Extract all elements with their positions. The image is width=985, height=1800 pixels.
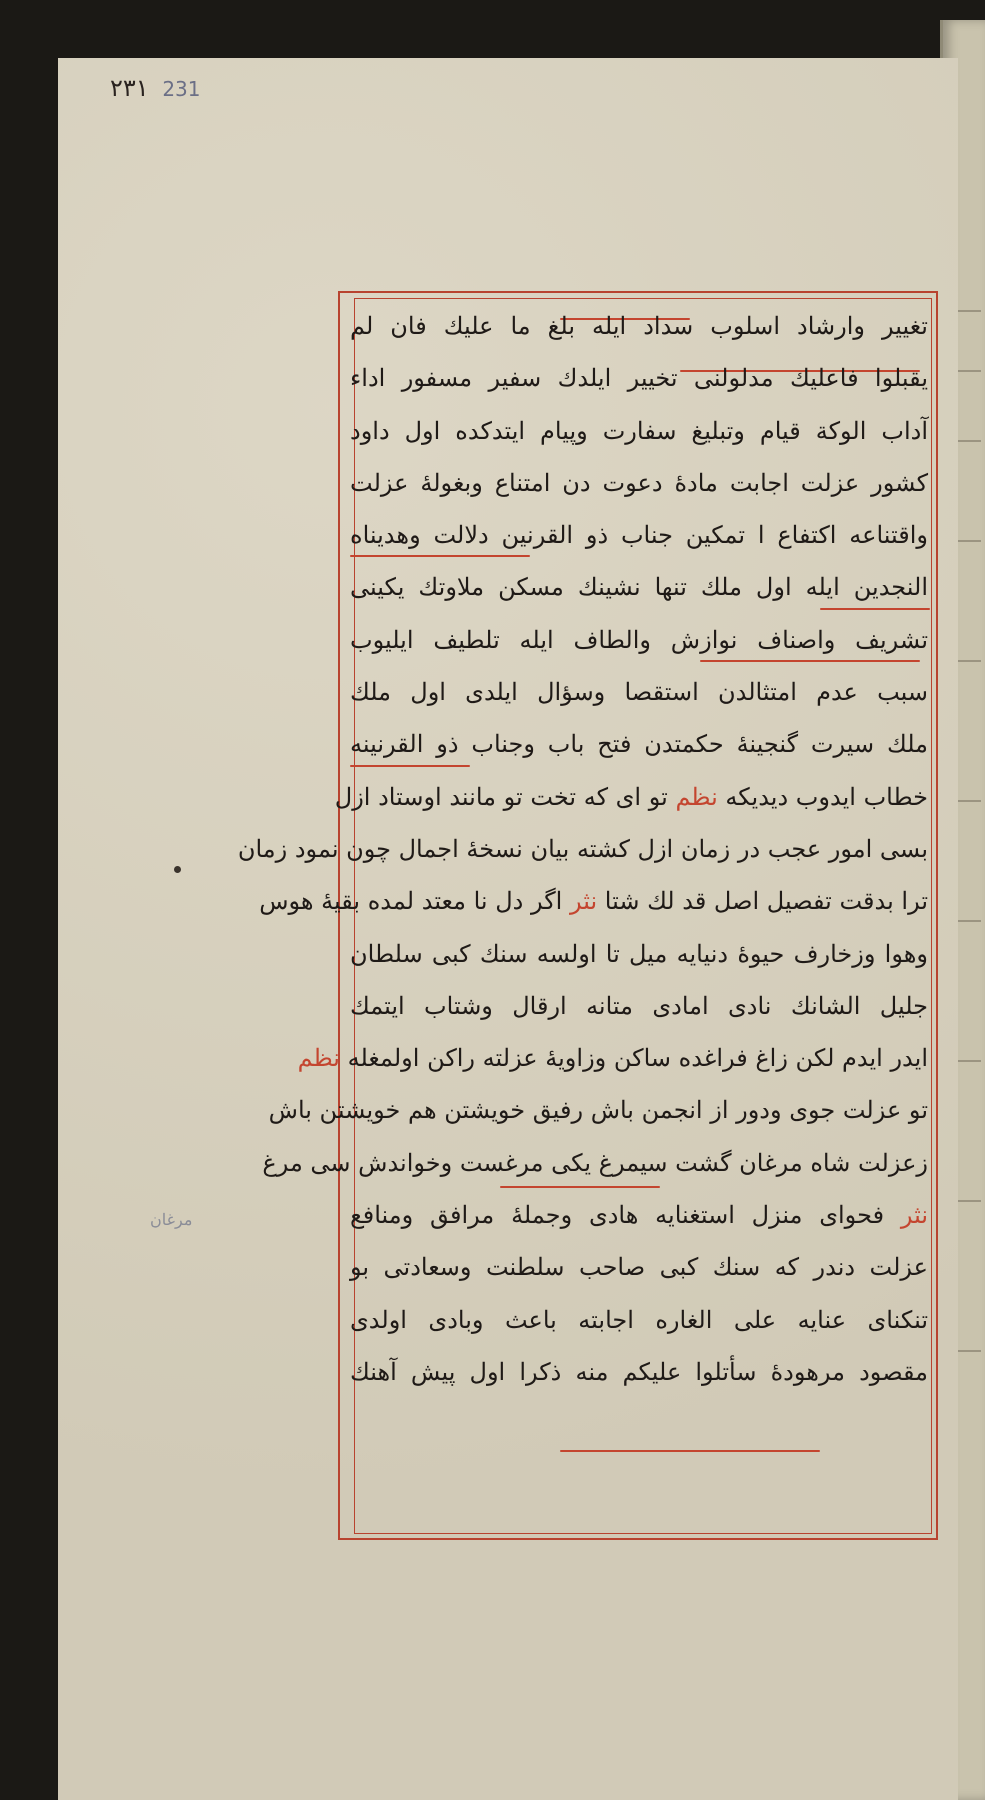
text-line: كشور عزلت اجابت مادۀ دعوت دن امتناع وبغولۀ عزلت [350, 468, 928, 497]
rubric-word: نظم [675, 782, 718, 811]
text-line: آداب الوكة قیام وتبلیغ سفارت وپیام ایتدكده اول داود [350, 416, 928, 445]
folio-number [110, 74, 201, 102]
manuscript-text-block [237, 300, 932, 1398]
text-line: واقتناعه اكتفاع ا تمكین جناب ذو القرنین دلالت وهدیناه [350, 521, 928, 550]
text-line: سبب عدم امتثالدن استقصا وسؤال ایلدی اول ملك [350, 678, 928, 707]
text-line: النجدین ایله اول ملك تنها نشینك مسكن ملاوتك یكینی [350, 573, 928, 602]
text-line: تنكنای عنایه علی الغاره اجابته باعث وبادی اولدی [350, 1305, 928, 1334]
ink-spot [174, 866, 181, 873]
text-line: خطاب ایدوب دیدیكه نظم تو ای كه تخت تو مانند اوستاد ازل [334, 782, 928, 811]
text-line: مقصود مرهودۀ سأتلوا علیكم منه ذكرا اول پیش آهنك [350, 1357, 928, 1386]
text-line: جلیل الشانك نادی امادی متانه ارقال وشتاب ایتمك [350, 991, 928, 1020]
text-line: عزلت دندر كه سنك كبی صاحب سلطنت وسعادتی بو [350, 1253, 928, 1282]
folio-pencil-number: 231 [162, 77, 201, 101]
margin-note: مرغان [150, 1210, 193, 1229]
rubric-overline [560, 1450, 820, 1452]
text-line: زعزلت شاه مرغان گشت سیمرغ یكی مرغست وخواندش سی مرغ [262, 1148, 928, 1177]
text-line: یقبلوا فاعلیك مدلولنی تخییر ایلدك سفیر مسفور اداء [350, 364, 928, 393]
text-line: ملك سیرت گنجینۀ حكمتدن فتح باب وجناب ذو القرنینه [350, 730, 928, 759]
text-line: ایدر ایدم لكن زاغ فراغده ساكن وزاویۀ عزلته راكن اولمغله نظم [297, 1044, 928, 1073]
rubric-word: نثر [569, 887, 598, 916]
rubric-word: نثر [900, 1201, 928, 1230]
text-line: نثر فحوای منزل استغنایه هادی وجملۀ مرافق ومنافع [350, 1201, 928, 1230]
text-line: ترا بدقت تفصیل اصل قد لك شتا نثر اگر دل نا معتد لمده بقیۀ هوس [259, 887, 928, 916]
text-line: تو عزلت جوی ودور از انجمن باش رفیق خویشتن هم خویشتن باش [268, 1096, 928, 1125]
folio-ink-number: ٢٣١ [110, 74, 149, 102]
text-line: تشریف واصناف نوازش والطاف ایله تلطیف ایلیوب [350, 625, 928, 654]
text-line: تغییر وارشاد اسلوب سداد ایله بلغ ما علیك فان لم [350, 312, 928, 340]
text-line: وهوا وزخارف حیوۀ دنیایه میل تا اولسه سنك كبی سلطان [350, 939, 928, 968]
rubric-word: نظم [297, 1044, 340, 1073]
text-line: بسی امور عجب در زمان ازل كشته بیان نسخۀ اجمال چون نمود زمان [237, 834, 928, 863]
